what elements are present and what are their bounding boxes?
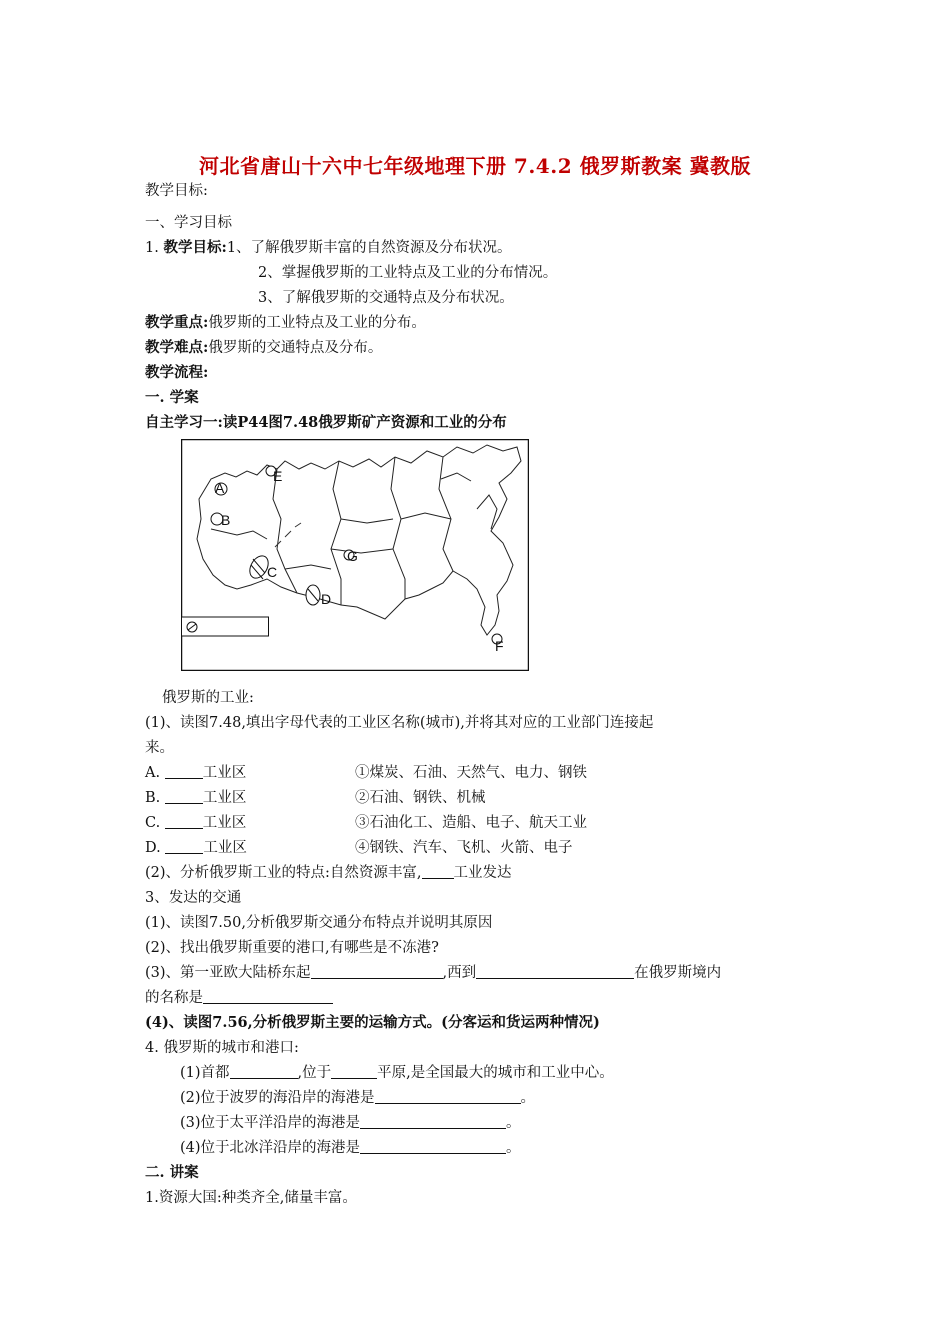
map-label-c: C: [267, 564, 278, 580]
difficulty-label: 教学难点:: [145, 339, 209, 356]
blank-capital[interactable]: [230, 1064, 298, 1079]
blank-a[interactable]: [165, 764, 203, 779]
city-q2-text: (2)位于波罗的海沿岸的海港是: [180, 1090, 375, 1106]
dept-3: ③石油化工、造船、电子、航天工业: [355, 815, 587, 831]
blank-arctic-port[interactable]: [360, 1139, 506, 1154]
row-b-suffix: 工业区: [202, 790, 247, 806]
goal-3: 3、了解俄罗斯的交通特点及分布状况。: [258, 290, 514, 306]
transport-q3: [145, 963, 721, 983]
map-label-a: A: [215, 480, 225, 496]
resource-line: 1.资源大国:种类齐全,储量丰富。: [145, 1190, 357, 1206]
row-b: [145, 788, 486, 808]
industry-heading: 俄罗斯的工业:: [162, 690, 254, 706]
blank-bridge-west[interactable]: [476, 964, 634, 979]
row-d-suffix: 工业区: [203, 840, 247, 856]
map-label-d: D: [321, 591, 332, 607]
russia-map: [181, 439, 529, 671]
blank-b[interactable]: [165, 789, 203, 804]
dept-4: ④钢铁、汽车、飞机、火箭、电子: [355, 840, 573, 856]
blank-bridge-name[interactable]: [203, 989, 333, 1004]
row-b-letter: B.: [145, 790, 161, 806]
blank-baltic-port[interactable]: [375, 1089, 521, 1104]
focus-line: [145, 313, 426, 333]
row-c: [145, 813, 587, 833]
difficulty-text: 俄罗斯的交通特点及分布。: [208, 340, 383, 356]
map-label-b: B: [221, 512, 231, 528]
blank-bridge-east[interactable]: [311, 964, 443, 979]
transport-q3-b: ,西到: [442, 965, 477, 981]
city-q1-b: ,位于: [297, 1065, 332, 1081]
question-2: [145, 863, 512, 883]
row-c-letter: C.: [145, 815, 161, 831]
city-q1-a: (1)首都: [180, 1065, 230, 1081]
city-q1: [180, 1063, 614, 1083]
transport-q3-cont: [145, 988, 333, 1008]
blank-d[interactable]: [165, 839, 203, 854]
blank-pacific-port[interactable]: [360, 1114, 506, 1129]
jiangan-heading: 二. 讲案: [145, 1164, 199, 1181]
transport-q2: (2)、找出俄罗斯重要的港口,有哪些是不冻港?: [145, 940, 439, 956]
difficulty-line: [145, 338, 382, 358]
period: 。: [506, 1140, 521, 1156]
transport-q3-a: (3)、第一亚欧大陆桥东起: [145, 965, 311, 981]
blank-c[interactable]: [165, 814, 203, 829]
blank-q2[interactable]: [422, 864, 454, 879]
period: 。: [520, 1090, 536, 1106]
question-1: (1)、读图7.48,填出字母代表的工业区名称(城市),并将其对应的工业部门连接起: [145, 715, 654, 731]
row-d-letter: D.: [145, 840, 161, 856]
city-q1-c: 平原,是全国最大的城市和工业中心。: [377, 1065, 614, 1081]
transport-heading: 3、发达的交通: [145, 890, 242, 906]
goal-1: 1、了解俄罗斯丰富的自然资源及分布状况。: [226, 240, 512, 256]
xuean-heading: 一. 学案: [145, 389, 199, 406]
row-d: [145, 838, 573, 858]
goal-prefix: 1.: [145, 240, 159, 256]
page-title: 河北省唐山十六中七年级地理下册 7.4.2 俄罗斯教案 冀教版: [198, 154, 752, 178]
map-label-f: F: [495, 638, 504, 654]
transport-q1: (1)、读图7.50,分析俄罗斯交通分布特点并说明其原因: [145, 915, 493, 931]
self-study-heading: 自主学习一:读P44图7.48俄罗斯矿产资源和工业的分布: [145, 414, 507, 431]
transport-q3-line2: 的名称是: [145, 990, 203, 1006]
question-2-text: (2)、分析俄罗斯工业的特点:自然资源丰富,: [145, 865, 422, 881]
map-label-e: E: [273, 468, 283, 484]
process-label: 教学流程:: [145, 364, 209, 381]
goal-2: 2、掌握俄罗斯的工业特点及工业的分布情况。: [258, 265, 558, 281]
row-c-suffix: 工业区: [202, 815, 247, 831]
period: 。: [506, 1115, 521, 1131]
question-1-cont: 来。: [145, 740, 174, 756]
row-a: [145, 763, 587, 783]
city-q2: [180, 1088, 535, 1108]
transport-q4: (4)、读图7.56,分析俄罗斯主要的运输方式。(分客运和货运两种情况): [145, 1014, 600, 1031]
dept-2: ②石油、钢铁、机械: [355, 790, 486, 806]
goals-heading: 教学目标:: [145, 183, 208, 199]
transport-q3-c: 在俄罗斯境内: [634, 965, 722, 981]
focus-text: 俄罗斯的工业特点及工业的分布。: [208, 315, 426, 331]
city-q4: [180, 1138, 521, 1158]
goal-label: 教学目标:: [163, 239, 227, 256]
goal-line: [145, 238, 512, 258]
city-q3-text: (3)位于太平洋沿岸的海港是: [180, 1115, 361, 1131]
dept-1: ①煤炭、石油、天然气、电力、钢铁: [355, 765, 587, 781]
row-a-suffix: 工业区: [202, 765, 247, 781]
blank-plain[interactable]: [331, 1064, 377, 1079]
city-q4-text: (4)位于北冰洋沿岸的海港是: [180, 1140, 361, 1156]
question-2-end: 工业发达: [453, 865, 512, 881]
focus-label: 教学重点:: [145, 314, 209, 331]
map-label-g: G: [347, 548, 358, 564]
section-heading: 一、学习目标: [145, 215, 232, 231]
city-q3: [180, 1113, 521, 1133]
row-a-letter: A.: [145, 765, 161, 781]
cities-heading: 4. 俄罗斯的城市和港口:: [145, 1040, 299, 1056]
